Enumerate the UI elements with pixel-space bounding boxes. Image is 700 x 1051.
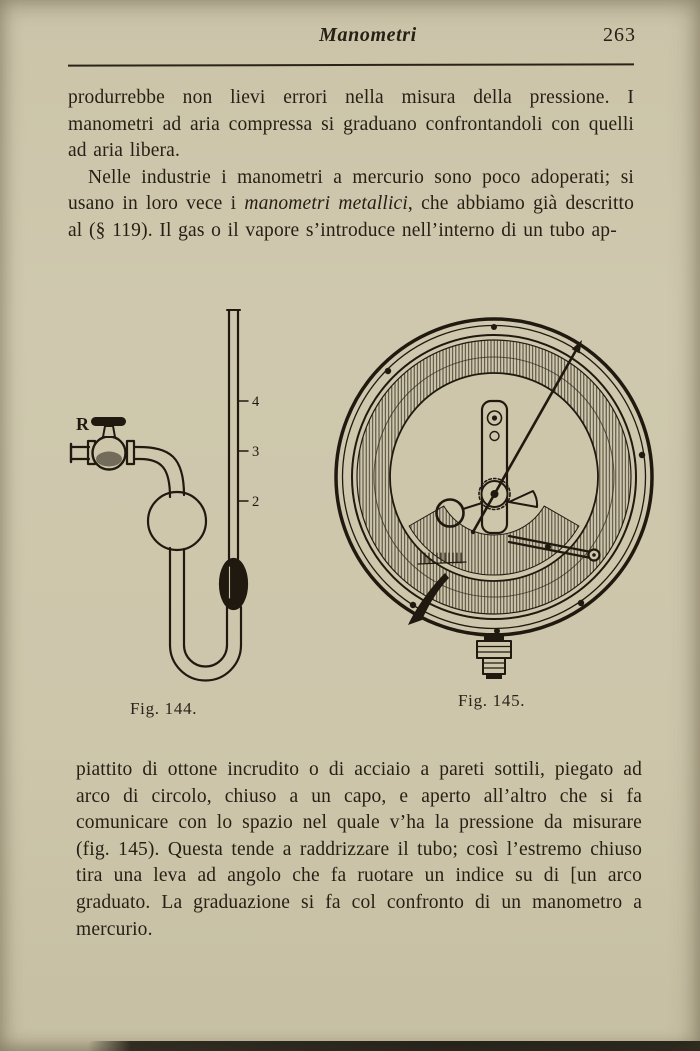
paragraph-1: produrrebbe non lievi errori nella misura della pressione. I manometri ad aria compressa si graduano confrontandoli con quelli ad aria libera. bbox=[68, 87, 634, 162]
mercury-bulb bbox=[220, 559, 247, 609]
page-header bbox=[68, 24, 640, 50]
paragraph-2-italic-phrase: manometri metallici bbox=[244, 193, 408, 215]
valve-label-R: R bbox=[76, 414, 89, 434]
text-block-bottom bbox=[76, 757, 642, 943]
valve-handle bbox=[91, 417, 126, 426]
header-rule bbox=[68, 63, 634, 66]
tube-scale-numbers bbox=[252, 394, 260, 510]
capillary-tube bbox=[227, 310, 240, 559]
tube-scale-ticks bbox=[239, 401, 248, 501]
figure-145-caption: Fig. 145. bbox=[458, 691, 526, 710]
paragraph-3: piattito di ottone incrudito o di acciaio a pareti sottili, piegato ad arco di circolo, chiuso a un capo, e aperto all’altro che si fa comunicare con lo spazio nel quale v’ha la pressione da misurare (fig. 145). Questa tende a raddrizzare il tubo; così l’estremo chiuso tira una leva ad angolo che fa ruotare un indice su di [un arco graduato. La graduazione si fa col confronto di un manometro a mercurio. bbox=[76, 759, 642, 940]
pressure-fitting bbox=[477, 633, 511, 679]
mechanism-plate bbox=[482, 401, 507, 533]
paragraph-2 bbox=[68, 165, 634, 245]
scan-edge bbox=[88, 1041, 700, 1051]
scale-mark-4: 4 bbox=[252, 394, 260, 410]
scale-mark-2: 2 bbox=[252, 494, 260, 510]
text-block-top bbox=[68, 85, 634, 245]
figure-area bbox=[0, 285, 700, 755]
paragraph-2-text-a: Nelle industrie i manometri a mercurio sono poco adoperati; si usano in loro vece i bbox=[68, 166, 634, 215]
scale-mark-3: 3 bbox=[252, 444, 260, 460]
figure-144-caption: Fig. 144. bbox=[130, 699, 198, 718]
utube-manometer-figure bbox=[58, 297, 323, 712]
running-title: Manometri bbox=[319, 24, 417, 46]
paragraph-2-text-b: , che abbiamo già descritto al (§ 119). Il gas o il vapore s’introduce nell’interno di un tubo ap- bbox=[68, 193, 635, 241]
glass-bulb bbox=[148, 492, 206, 550]
connecting-elbow bbox=[133, 447, 184, 497]
metallic-gauge-figure bbox=[323, 305, 668, 697]
page-number: 263 bbox=[603, 24, 636, 46]
